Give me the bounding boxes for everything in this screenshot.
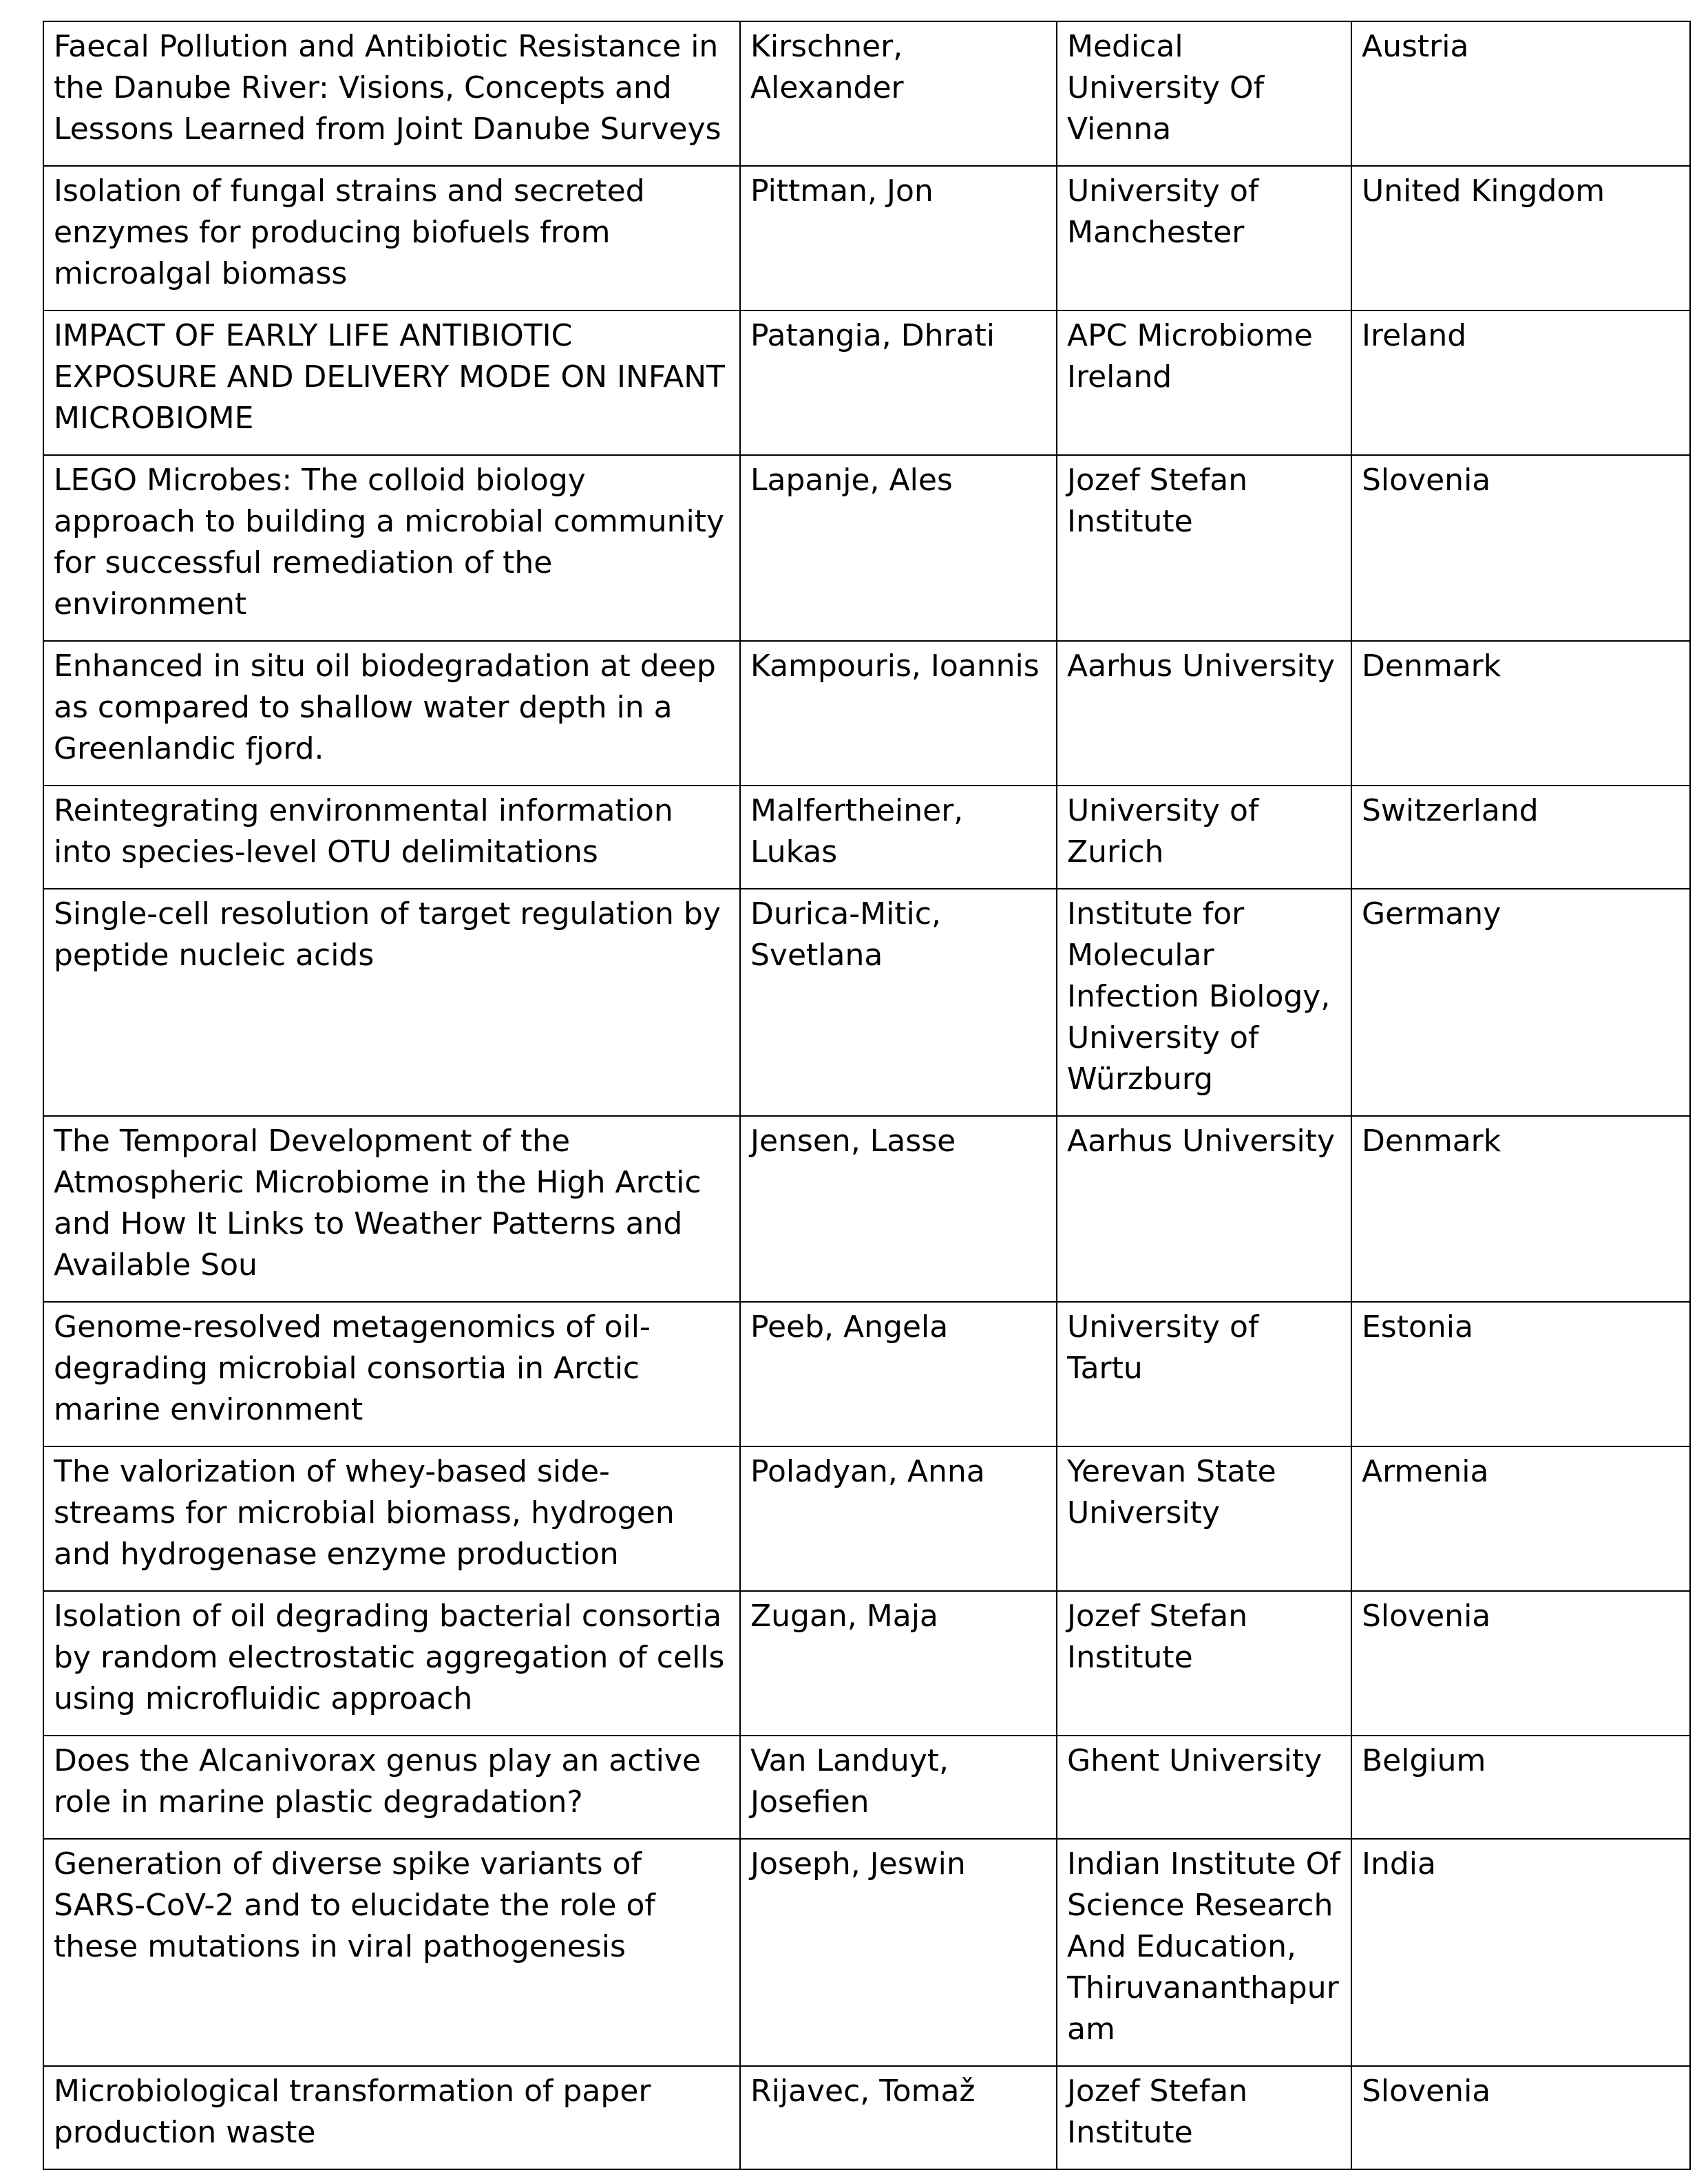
- author-cell: Kampouris, Ioannis: [740, 641, 1057, 786]
- country-cell: Germany: [1351, 889, 1690, 1116]
- title-cell: Reintegrating environmental information into species-level OTU delimitations: [43, 786, 740, 889]
- country-cell: Ireland: [1351, 310, 1690, 455]
- country-cell: Denmark: [1351, 641, 1690, 786]
- author-cell: Lapanje, Ales: [740, 455, 1057, 641]
- author-cell: Kirschner, Alexander: [740, 21, 1057, 166]
- table-row: [43, 1302, 1690, 1446]
- institution-cell: Jozef Stefan Institute: [1057, 455, 1351, 641]
- table-row: [43, 2066, 1690, 2169]
- title-cell: LEGO Microbes: The colloid biology approach to building a microbial community for successful remediation of the environment: [43, 455, 740, 641]
- institution-cell: APC Microbiome Ireland: [1057, 310, 1351, 455]
- table-row: [43, 641, 1690, 786]
- country-cell: Slovenia: [1351, 2066, 1690, 2169]
- table-row: [43, 166, 1690, 310]
- author-cell: Jensen, Lasse: [740, 1116, 1057, 1302]
- table-row: [43, 310, 1690, 455]
- author-cell: Poladyan, Anna: [740, 1446, 1057, 1591]
- author-cell: Peeb, Angela: [740, 1302, 1057, 1446]
- title-cell: Genome-resolved metagenomics of oil-degrading microbial consortia in Arctic marine environment: [43, 1302, 740, 1446]
- title-cell: Single-cell resolution of target regulation by peptide nucleic acids: [43, 889, 740, 1116]
- institution-cell: Institute for Molecular Infection Biology, University of Würzburg: [1057, 889, 1351, 1116]
- country-cell: Austria: [1351, 21, 1690, 166]
- title-cell: The Temporal Development of the Atmospheric Microbiome in the High Arctic and How It Links to Weather Patterns and Available Sou: [43, 1116, 740, 1302]
- title-cell: Isolation of oil degrading bacterial consortia by random electrostatic aggregation of cells using microfluidic approach: [43, 1591, 740, 1736]
- institution-cell: Aarhus University: [1057, 1116, 1351, 1302]
- title-cell: The valorization of whey-based side-streams for microbial biomass, hydrogen and hydrogenase enzyme production: [43, 1446, 740, 1591]
- author-cell: Malfertheiner, Lukas: [740, 786, 1057, 889]
- author-cell: Zugan, Maja: [740, 1591, 1057, 1736]
- table-row: [43, 786, 1690, 889]
- country-cell: Slovenia: [1351, 455, 1690, 641]
- title-cell: Enhanced in situ oil biodegradation at deep as compared to shallow water depth in a Greenlandic fjord.: [43, 641, 740, 786]
- title-cell: Does the Alcanivorax genus play an active role in marine plastic degradation?: [43, 1736, 740, 1839]
- institution-cell: University of Tartu: [1057, 1302, 1351, 1446]
- institution-cell: Indian Institute Of Science Research And Education, Thiruvananthapuram: [1057, 1839, 1351, 2066]
- table-row: [43, 1591, 1690, 1736]
- institution-cell: Medical University Of Vienna: [1057, 21, 1351, 166]
- institution-cell: Jozef Stefan Institute: [1057, 2066, 1351, 2169]
- title-cell: Generation of diverse spike variants of SARS-CoV-2 and to elucidate the role of these mutations in viral pathogenesis: [43, 1839, 740, 2066]
- title-cell: Microbiological transformation of paper production waste: [43, 2066, 740, 2169]
- institution-cell: Ghent University: [1057, 1736, 1351, 1839]
- country-cell: Switzerland: [1351, 786, 1690, 889]
- author-cell: Rijavec, Tomaž: [740, 2066, 1057, 2169]
- country-cell: Denmark: [1351, 1116, 1690, 1302]
- table-row: [43, 1736, 1690, 1839]
- title-cell: Faecal Pollution and Antibiotic Resistance in the Danube River: Visions, Concepts and Lessons Learned from Joint Danube Surveys: [43, 21, 740, 166]
- table-row: [43, 1446, 1690, 1591]
- country-cell: United Kingdom: [1351, 166, 1690, 310]
- table-row: [43, 455, 1690, 641]
- institution-cell: University of Manchester: [1057, 166, 1351, 310]
- institution-cell: University of Zurich: [1057, 786, 1351, 889]
- institution-cell: Aarhus University: [1057, 641, 1351, 786]
- table-row: [43, 1839, 1690, 2066]
- title-cell: Isolation of fungal strains and secreted enzymes for producing biofuels from microalgal biomass: [43, 166, 740, 310]
- country-cell: India: [1351, 1839, 1690, 2066]
- author-cell: Patangia, Dhrati: [740, 310, 1057, 455]
- country-cell: Slovenia: [1351, 1591, 1690, 1736]
- country-cell: Estonia: [1351, 1302, 1690, 1446]
- author-cell: Van Landuyt, Josefien: [740, 1736, 1057, 1839]
- table-row: [43, 889, 1690, 1116]
- country-cell: Armenia: [1351, 1446, 1690, 1591]
- institution-cell: Yerevan State University: [1057, 1446, 1351, 1591]
- table-row: [43, 1116, 1690, 1302]
- institution-cell: Jozef Stefan Institute: [1057, 1591, 1351, 1736]
- author-cell: Durica-Mitic, Svetlana: [740, 889, 1057, 1116]
- table-body: [43, 21, 1690, 2169]
- author-cell: Pittman, Jon: [740, 166, 1057, 310]
- table-row: [43, 21, 1690, 166]
- title-cell: IMPACT OF EARLY LIFE ANTIBIOTIC EXPOSURE AND DELIVERY MODE ON INFANT MICROBIOME: [43, 310, 740, 455]
- abstracts-table: [43, 21, 1691, 2170]
- country-cell: Belgium: [1351, 1736, 1690, 1839]
- author-cell: Joseph, Jeswin: [740, 1839, 1057, 2066]
